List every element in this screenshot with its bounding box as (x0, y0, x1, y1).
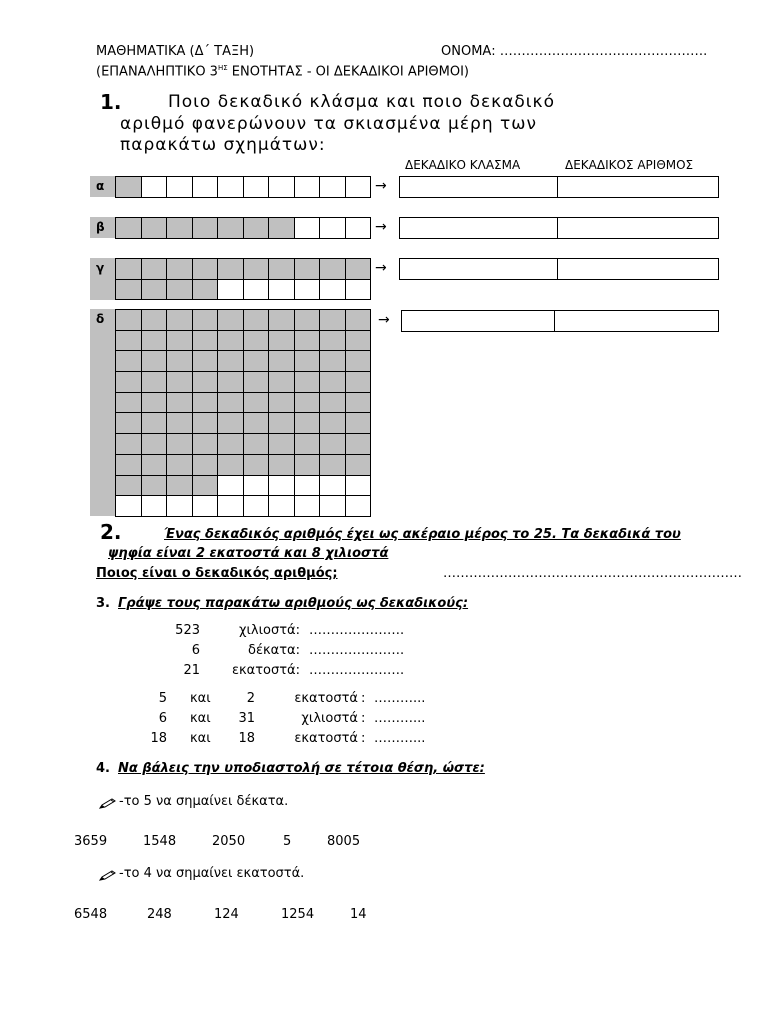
grid-cell (218, 330, 244, 351)
grid-cell (192, 279, 218, 300)
q4-number: 124 (214, 907, 239, 922)
grid-cell (116, 372, 142, 393)
row-label-beta: β (90, 217, 115, 238)
grid-cell (116, 392, 142, 413)
grid-cell (167, 372, 193, 393)
grid-cell (116, 475, 142, 496)
grid-cell (345, 372, 371, 393)
grid-cell (167, 475, 193, 496)
grid-cell (243, 218, 269, 239)
grid-cell (269, 372, 295, 393)
grid-cell (192, 454, 218, 475)
grid-cell (320, 218, 346, 239)
grid-cell (218, 310, 244, 331)
q4-number: 1254 (281, 907, 315, 922)
question-2-prompt: Ποιος είναι ο δεκαδικός αριθμός; (96, 566, 338, 581)
grid-cell (218, 218, 244, 239)
question-1-line2: αριθμό φανερώνουν τα σκιασμένα μέρη των (120, 114, 537, 134)
grid-cell (192, 310, 218, 331)
grid-cell (167, 496, 193, 517)
row-label-gamma: γ (90, 258, 115, 300)
grid-cell (243, 413, 269, 434)
grid-cell (294, 392, 320, 413)
column-header-decimal: ΔΕΚΑΔΙΚΟΣ ΑΡΙΘΜΟΣ (565, 158, 694, 172)
q4-number: 1548 (143, 834, 177, 849)
q3-whole: 18 (150, 731, 167, 746)
grid-cell (218, 177, 244, 198)
grid-cell (320, 177, 346, 198)
grid-cell (320, 413, 346, 434)
q3-part: 31 (238, 711, 255, 726)
grid-cell (294, 475, 320, 496)
arrow-icon: → (378, 312, 390, 328)
grid-cell (345, 218, 371, 239)
grid-cell (345, 279, 371, 300)
grid-cell (167, 330, 193, 351)
grid-cell (345, 392, 371, 413)
answer-row-gamma (399, 258, 719, 280)
grid-cell (116, 310, 142, 331)
grid-cell (192, 177, 218, 198)
grid-cell (294, 496, 320, 517)
grid-cell (269, 351, 295, 372)
pencil-icon (99, 867, 116, 886)
answer-row-alpha (399, 176, 719, 198)
grid-cell (294, 351, 320, 372)
q4-number: 6548 (74, 907, 108, 922)
question-2-line1: Ένας δεκαδικός αριθμός έχει ως ακέραιο μέρος το 25. Τα δεκαδικά του (164, 527, 681, 542)
grid-cell (320, 310, 346, 331)
grid-cell (116, 351, 142, 372)
grid-cell (192, 434, 218, 455)
q4-instruction-1: -το 5 να σημαίνει δέκατα. (119, 794, 289, 809)
grid-cell (345, 259, 371, 280)
grid-cell (269, 310, 295, 331)
grid-cell (294, 310, 320, 331)
grid-cell (116, 454, 142, 475)
grid-cell (141, 372, 167, 393)
grid-cell (167, 177, 193, 198)
shading-grid-alpha (115, 176, 371, 198)
grid-cell (167, 434, 193, 455)
grid-cell (141, 279, 167, 300)
grid-cell (345, 434, 371, 455)
q3-answer-blank[interactable]: ………... (374, 691, 426, 706)
q3-and: και (190, 691, 211, 706)
grid-cell (192, 475, 218, 496)
grid-cell (167, 351, 193, 372)
grid-cell (116, 218, 142, 239)
grid-cell (243, 330, 269, 351)
grid-cell (320, 496, 346, 517)
name-field[interactable]: ΟΝΟΜΑ: ………………………..………………. (441, 44, 708, 59)
grid-cell (167, 279, 193, 300)
q3-colon: : (361, 731, 366, 746)
subject-title: ΜΑΘΗΜΑΤΙΚΑ (Δ΄ ΤΑΞΗ) (96, 44, 255, 59)
arrow-icon: → (375, 260, 387, 276)
grid-cell (218, 496, 244, 517)
grid-cell (320, 392, 346, 413)
q3-value: 6 (191, 643, 200, 658)
q3-colon: : (361, 711, 366, 726)
grid-cell (218, 372, 244, 393)
q4-instruction-2: -το 4 να σημαίνει εκατοστά. (119, 866, 305, 881)
grid-cell (345, 454, 371, 475)
grid-cell (345, 330, 371, 351)
grid-cell (141, 434, 167, 455)
grid-cell (269, 434, 295, 455)
question-1-line3: παρακάτω σχημάτων: (120, 135, 326, 155)
answer-row-delta (401, 310, 719, 332)
grid-cell (167, 310, 193, 331)
grid-cell (294, 413, 320, 434)
grid-cell (269, 218, 295, 239)
q3-and: και (190, 731, 211, 746)
grid-cell (218, 259, 244, 280)
grid-cell (116, 177, 142, 198)
pencil-icon (99, 795, 116, 814)
grid-cell (269, 330, 295, 351)
grid-cell (141, 330, 167, 351)
grid-cell (192, 351, 218, 372)
grid-cell (218, 454, 244, 475)
grid-cell (141, 496, 167, 517)
grid-cell (218, 351, 244, 372)
worksheet-subtitle: (ΕΠΑΝΑΛΗΠΤΙΚΟ $3^{H\Sigma}$ ΕΝΟΤΗΤΑΣ - ΟΙ ΔΕΚΑΔΙΚΟΙ ΑΡΙΘΜΟΙ) (96, 64, 469, 80)
grid-cell (218, 475, 244, 496)
grid-cell (269, 475, 295, 496)
q4-number: 248 (147, 907, 172, 922)
grid-cell (320, 372, 346, 393)
answer-row-beta (399, 217, 719, 239)
grid-cell (141, 177, 167, 198)
q4-number: 8005 (327, 834, 361, 849)
grid-cell (116, 496, 142, 517)
grid-cell (167, 413, 193, 434)
grid-cell (243, 351, 269, 372)
q3-answer-blank[interactable]: …………………. (309, 623, 405, 638)
grid-cell (269, 454, 295, 475)
q3-answer-blank[interactable]: ………... (374, 731, 426, 746)
grid-cell (345, 351, 371, 372)
grid-cell (320, 279, 346, 300)
grid-cell (345, 177, 371, 198)
grid-cell (218, 279, 244, 300)
grid-cell (345, 413, 371, 434)
grid-cell (192, 413, 218, 434)
grid-cell (167, 218, 193, 239)
question-3-number: 3. (96, 596, 110, 611)
q3-unit: εκατοστά (294, 731, 358, 746)
q3-value: 523 (175, 623, 200, 638)
grid-cell (192, 259, 218, 280)
grid-cell (218, 413, 244, 434)
grid-cell (320, 475, 346, 496)
shading-grid-delta (115, 309, 371, 517)
grid-cell (294, 279, 320, 300)
q3-part: 2 (246, 691, 255, 706)
grid-cell (141, 413, 167, 434)
row-label-alpha: α (90, 176, 115, 197)
grid-cell (320, 434, 346, 455)
grid-cell (116, 413, 142, 434)
q3-unit: χιλιοστά (301, 711, 358, 726)
grid-cell (167, 454, 193, 475)
grid-cell (269, 413, 295, 434)
grid-cell (141, 259, 167, 280)
grid-cell (294, 330, 320, 351)
question-1-number: 1. (100, 90, 122, 114)
grid-cell (192, 372, 218, 393)
q3-whole: 5 (158, 691, 167, 706)
shading-grid-beta (115, 217, 371, 239)
grid-cell (243, 177, 269, 198)
grid-cell (269, 279, 295, 300)
grid-cell (116, 279, 142, 300)
grid-cell (345, 310, 371, 331)
grid-cell (141, 454, 167, 475)
q3-unit: δέκατα: (248, 643, 300, 658)
q3-value: 21 (183, 663, 200, 678)
q3-answer-blank[interactable]: ………... (374, 711, 426, 726)
grid-cell (116, 330, 142, 351)
grid-cell (269, 496, 295, 517)
q3-unit: χιλιοστά: (239, 623, 300, 638)
arrow-icon: → (375, 219, 387, 235)
q3-unit: εκατοστά: (231, 663, 300, 678)
question-2-number: 2. (100, 520, 122, 544)
grid-cell (116, 259, 142, 280)
grid-cell (294, 259, 320, 280)
grid-cell (243, 259, 269, 280)
q3-answer-blank[interactable]: …………………. (309, 663, 405, 678)
question-1-line1: Ποιο δεκαδικό κλάσμα και ποιο δεκαδικό (168, 92, 555, 112)
grid-cell (294, 218, 320, 239)
question-2-line2: ψηφία είναι 2 εκατοστά και 8 χιλιοστά (108, 546, 389, 561)
grid-cell (192, 496, 218, 517)
grid-cell (269, 392, 295, 413)
grid-cell (294, 434, 320, 455)
question-4-number: 4. (96, 761, 110, 776)
grid-cell (192, 392, 218, 413)
grid-cell (320, 351, 346, 372)
grid-cell (141, 475, 167, 496)
grid-cell (218, 434, 244, 455)
grid-cell (218, 392, 244, 413)
grid-cell (116, 434, 142, 455)
grid-cell (243, 310, 269, 331)
grid-cell (320, 330, 346, 351)
grid-cell (269, 259, 295, 280)
grid-cell (243, 372, 269, 393)
question-3-title: Γράψε τους παρακάτω αριθμούς ως δεκαδικούς: (118, 596, 469, 611)
row-label-delta: δ (90, 309, 115, 516)
grid-cell (141, 310, 167, 331)
grid-cell (243, 496, 269, 517)
grid-cell (141, 218, 167, 239)
grid-cell (141, 351, 167, 372)
q3-answer-blank[interactable]: …………………. (309, 643, 405, 658)
shading-grid-gamma (115, 258, 371, 300)
q4-number: 2050 (212, 834, 246, 849)
grid-cell (294, 372, 320, 393)
q3-part: 18 (238, 731, 255, 746)
q3-whole: 6 (158, 711, 167, 726)
grid-cell (345, 496, 371, 517)
q3-and: και (190, 711, 211, 726)
grid-cell (320, 259, 346, 280)
grid-cell (167, 259, 193, 280)
grid-cell (345, 475, 371, 496)
question-4-title: Να βάλεις την υποδιαστολή σε τέτοια θέση, ώστε: (118, 761, 485, 776)
grid-cell (320, 454, 346, 475)
grid-cell (294, 177, 320, 198)
grid-cell (167, 392, 193, 413)
column-header-fraction: ΔΕΚΑΔΙΚΟ ΚΛΑΣΜΑ (405, 158, 521, 172)
grid-cell (294, 454, 320, 475)
question-2-answer-blank[interactable]: …………………………………………………………… (443, 566, 742, 581)
grid-cell (243, 475, 269, 496)
q3-colon: : (361, 691, 366, 706)
grid-cell (192, 218, 218, 239)
q4-number: 3659 (74, 834, 108, 849)
grid-cell (269, 177, 295, 198)
grid-cell (243, 454, 269, 475)
q4-number: 5 (283, 834, 292, 849)
grid-cell (192, 330, 218, 351)
grid-cell (243, 392, 269, 413)
q4-number: 14 (350, 907, 367, 922)
grid-cell (243, 279, 269, 300)
q3-unit: εκατοστά (294, 691, 358, 706)
grid-cell (141, 392, 167, 413)
arrow-icon: → (375, 178, 387, 194)
grid-cell (243, 434, 269, 455)
